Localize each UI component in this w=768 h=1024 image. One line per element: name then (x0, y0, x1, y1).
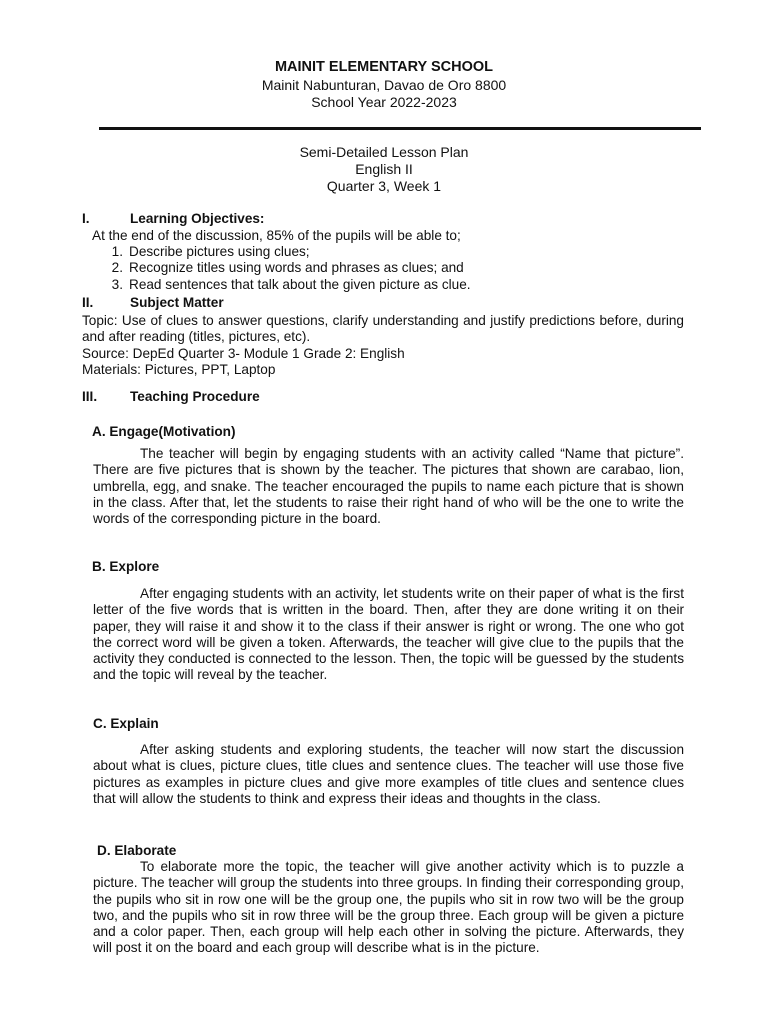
section-number-objectives: I. (82, 211, 90, 226)
header-divider (99, 127, 701, 130)
plan-period: Quarter 3, Week 1 (326, 178, 442, 194)
objective-text: Read sentences that talk about the given picture as clue. (129, 276, 471, 292)
elaborate-heading: D. Elaborate (97, 843, 177, 858)
subject-topic: Topic: Use of clues to answer questions, clarify understanding and justify predictions before, during and after reading (titles, pictures, etc). (82, 313, 684, 345)
explain-text: After asking students and exploring students, the teacher will now start the discussion about what is clues, picture clues, title clues and sentence clues. The teacher will use those five pictures as examples in picture clues and give more examples of title clues and sentence clues that will allow the students to think and express their ideas and thoughts in the class. (93, 742, 684, 806)
objective-text: Describe pictures using clues; (129, 244, 310, 259)
explain-heading: C. Explain (93, 716, 159, 731)
list-item (82, 260, 471, 276)
school-address: Mainit Nabunturan, Davao de Oro 8800 (261, 77, 507, 93)
subject-source: Source: DepEd Quarter 3- Module 1 Grade 2: English (82, 346, 405, 361)
list-item (82, 277, 471, 293)
section-title-objectives: Learning Objectives: (130, 211, 265, 226)
section-number-subject-matter: II. (82, 295, 94, 310)
section-title-procedure: Teaching Procedure (130, 389, 260, 404)
objectives-list (82, 244, 471, 293)
list-item (82, 244, 471, 260)
subject-materials: Materials: Pictures, PPT, Laptop (82, 362, 276, 377)
school-name: MAINIT ELEMENTARY SCHOOL (274, 59, 494, 75)
section-title-subject-matter: Subject Matter (130, 295, 224, 310)
engage-heading: A. Engage(Motivation) (92, 424, 236, 439)
plan-type: Semi-Detailed Lesson Plan (299, 144, 469, 160)
section-number-procedure: III. (82, 389, 98, 404)
objectives-intro: At the end of the discussion, 85% of the pupils will be able to; (92, 228, 461, 243)
objective-number: 2. (111, 260, 123, 276)
objective-number: 3. (111, 276, 123, 292)
elaborate-text: To elaborate more the topic, the teacher will give another activity which is to puzzle a picture. The teacher will group the students into three groups. In finding their corresponding group, the pupils who sit in row one will be the group one, the pupils who sit in row two will be the group two, and the pupils who sit in row three will be the group three. Each group will be given a picture and a color paper. Then, each group will help each other in solving the picture. Afterwards, they will post it on the board and each group will describe what is in the picture. (93, 859, 684, 956)
plan-subject: English II (355, 161, 413, 177)
explore-text: After engaging students with an activity, let students write on their paper of what is the first letter of the five words that is written in the board. Then, after they are done writing it on their paper, they will raise it and show it to the class if their answer is right or wrong. The one who got the correct word will be given a token. Afterwards, the teacher will give clue to the pupils that the activity they conducted is connected to the lesson. Then, the topic will be guessed by the students and the topic will reveal by the teacher. (93, 586, 684, 683)
objective-text: Recognize titles using words and phrases as clues; and (129, 260, 464, 276)
school-year: School Year 2022-2023 (311, 94, 457, 110)
explore-heading: B. Explore (92, 559, 160, 574)
engage-text: The teacher will begin by engaging students with an activity called “Name that picture”. There are five pictures that is shown by the teacher. The pictures that shown are carabao, lion, umbrella, egg, and snake. The teacher encouraged the pupils to name each picture that is shown in the class. After that, let the students to raise their right hand of who will be the one to write the words of the corresponding picture in the board. (93, 446, 684, 527)
objective-number: 1. (111, 244, 123, 259)
